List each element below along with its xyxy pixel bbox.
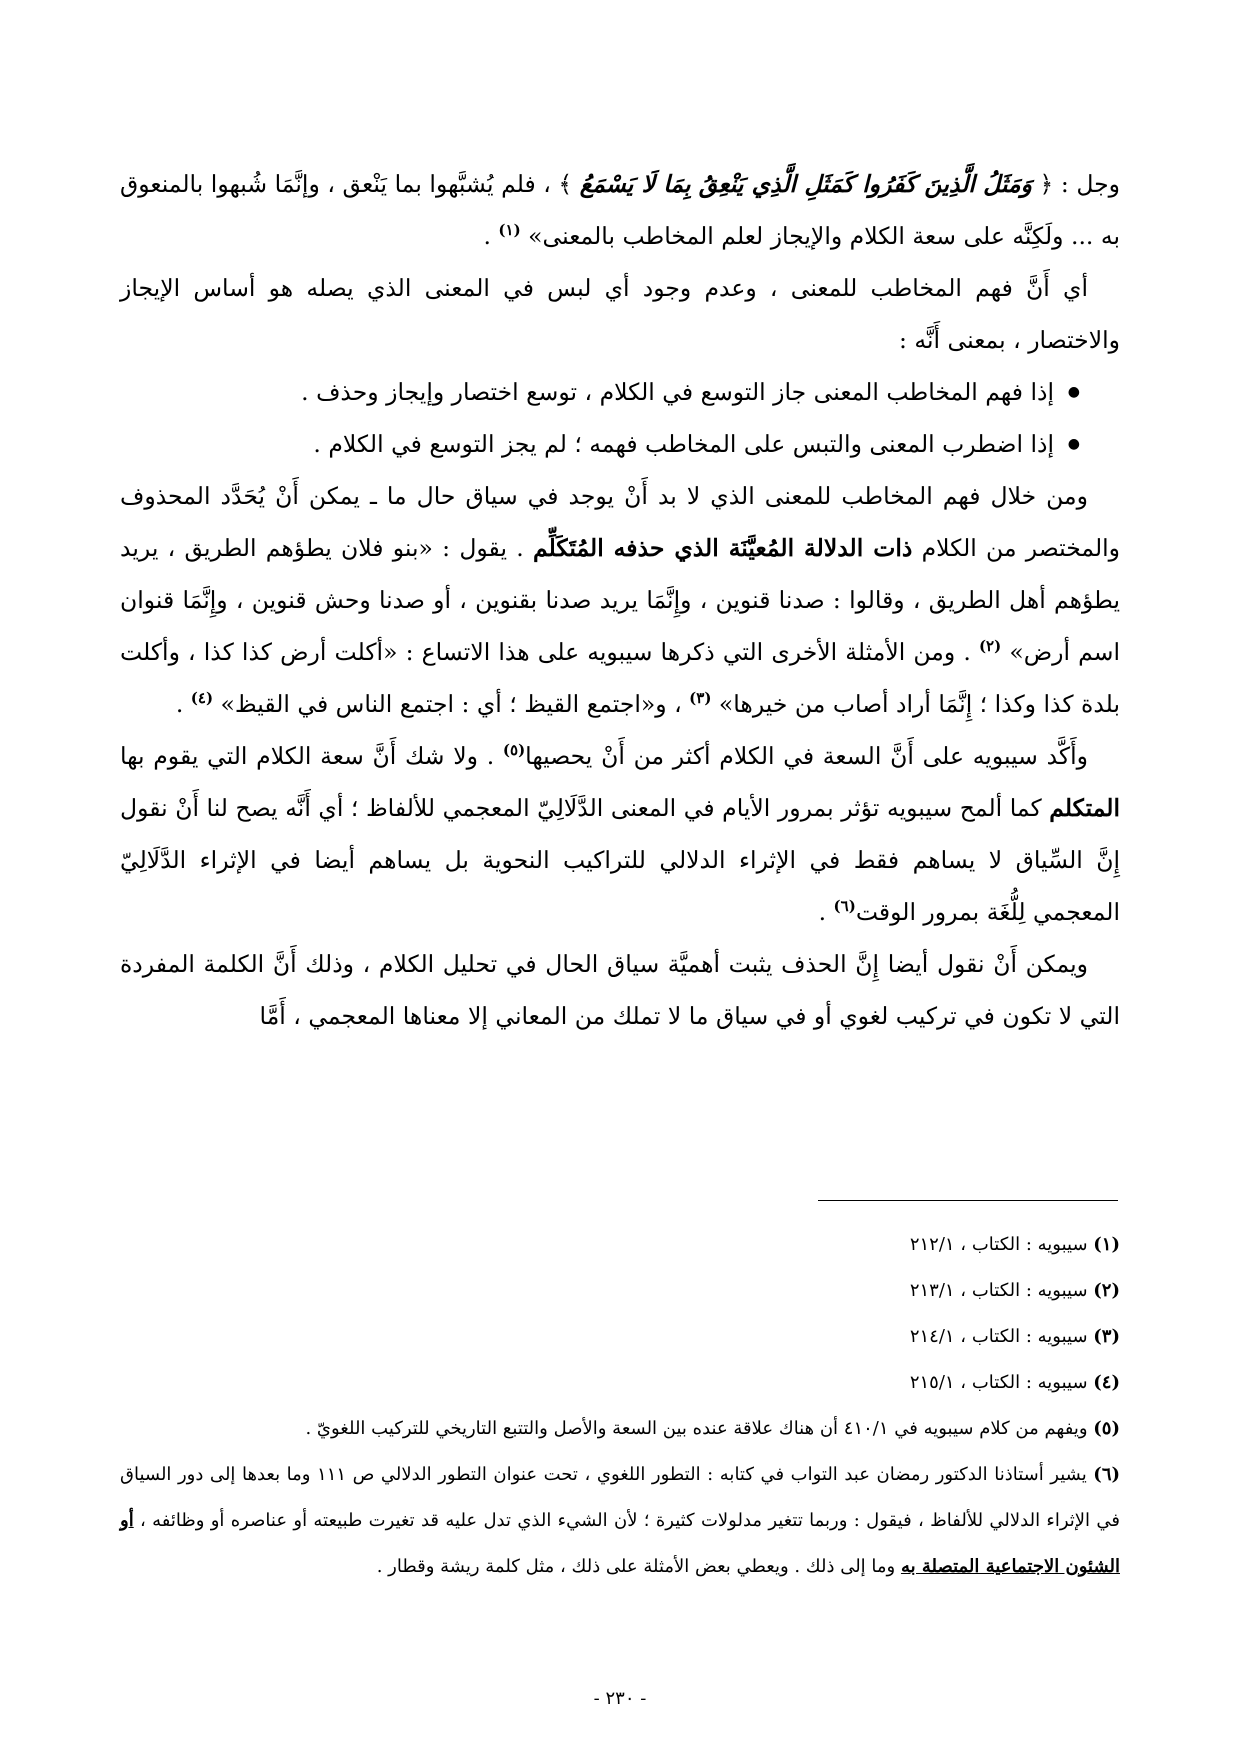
bold-phrase: ذات الدلالة المُعيَّنَة الذي حذفه المُتَكَلِّم xyxy=(532,534,913,562)
paragraph-5: ويمكن أَنْ نقول أيضا إِنَّ الحذف يثبت أهميَّة سياق الحال في تحليل الكلام ، وذلك أَنَّ الكلمة المفردة التي لا تكون في تركيب لغوي أو في سياق ما لا تملك من المعاني إلا معناها المعجمي ، أَمَّا xyxy=(120,950,1120,1030)
underlined-phrase: أو الشئون الاجتماعية المتصلة به xyxy=(120,1510,1120,1577)
footnote-6 xyxy=(120,1452,1120,1590)
footnote-number: (٦) xyxy=(1093,1464,1121,1485)
paragraph-3 xyxy=(120,470,1120,730)
text-run: . ولا شك أَنَّ سعة الكلام التي يقوم بها xyxy=(120,742,503,770)
footnote-number: (٢) xyxy=(1093,1280,1120,1301)
footnote-ref-4[interactable]: (٤) xyxy=(190,689,214,708)
text-run: وأَكَّد سيبويه على أَنَّ السعة في الكلام أكثر من أَنْ يحصيها xyxy=(525,742,1088,770)
text-run: . xyxy=(818,898,834,926)
footnote-4 xyxy=(120,1360,1120,1406)
footnote-text: سيبويه : الكتاب ، ٢١٣/١ xyxy=(909,1280,1094,1301)
main-text xyxy=(120,158,1120,1042)
bullet-item: ● إذا فهم المخاطب المعنى جاز التوسع في الكلام ، توسع اختصار وإيجاز وحذف . xyxy=(120,366,1080,418)
bullet-item: ● إذا اضطرب المعنى والتبس على المخاطب فهمه ؛ لم يجز التوسع في الكلام . xyxy=(120,418,1080,470)
footnote-ref-2[interactable]: (٢) xyxy=(978,637,1002,656)
footnote-divider xyxy=(818,1200,1118,1201)
text-run: ، و«اجتمع القيظ ؛ أي : اجتمع الناس في القيظ» xyxy=(213,690,690,718)
paragraph-4 xyxy=(120,730,1120,938)
footnote-text: سيبويه : الكتاب ، ٢١٢/١ xyxy=(909,1234,1094,1255)
text-run: وجل : ﴿ xyxy=(1031,170,1120,198)
footnote-text: سيبويه : الكتاب ، ٢١٤/١ xyxy=(909,1326,1094,1347)
footnote-text: وما إلى ذلك . ويعطي بعض الأمثلة على ذلك ، مثل كلمة ريشة وقطار . xyxy=(376,1556,901,1577)
bullet-list xyxy=(120,366,1120,470)
text-run: . xyxy=(483,222,499,250)
footnote-ref-5[interactable]: (٥) xyxy=(502,741,526,760)
footnote-2 xyxy=(120,1268,1120,1314)
page-number: - ٢٣٠ - xyxy=(593,1688,647,1709)
footnote-ref-3[interactable]: (٣) xyxy=(689,689,712,708)
footnote-number: (٣) xyxy=(1093,1326,1120,1347)
footnote-number: (٥) xyxy=(1093,1418,1120,1439)
paragraph-2: أي أَنَّ فهم المخاطب للمعنى ، وعدم وجود أي لبس في المعنى الذي يصله هو أساس الإيجاز والاختصار ، بمعنى أَنَّه : xyxy=(120,274,1120,354)
footnote-3 xyxy=(120,1314,1120,1360)
text-run: ومن خلال فهم المخاطب للمعنى الذي لا بد أَنْ يوجد في سياق حال ما ـ يمكن أَنْ يُحَدَّد المحذوف والمختصر من الكلام xyxy=(120,482,1121,562)
paragraph-1 xyxy=(120,158,1120,262)
footnote-text: يشير أستاذنا الدكتور رمضان عبد التواب في كتابه : التطور اللغوي ، تحت عنوان التطور الدلالي ص ١١١ وما بعدها إلى دور السياق في الإثراء الدلالي للألفاظ ، فيقول : وربما تتغير مدلولات كثيرة ؛ لأن الشيء الذي تدل عليه قد تغيرت طبيعته أو عناصره أو وظائفه ، xyxy=(120,1464,1120,1531)
text-run: . يقول : «بنو فلان يطؤهم الطريق ، يريد يطؤهم أهل الطريق ، وقالوا : صدنا قنوين ، وإِنَّمَا يريد صدنا بقنوين ، أو صدنا وحش قنوين ، وإِنَّمَا قنوان اسم أرض» xyxy=(120,534,1120,666)
footnote-number: (١) xyxy=(1093,1234,1120,1255)
text-run: كما ألمح سيبويه تؤثر بمرور الأيام في المعنى الدَّلَالِيّ المعجمي للألفاظ ؛ أي أَنَّه يصح لنا أَنْ نقول إِنَّ السِّياق لا يساهم فقط في الإثراء الدلالي للتراكيب النحوية بل يساهم أيضا في الإثراء الدَّلَالِيّ المعجمي لِلُّغَة بمرور الوقت xyxy=(120,794,1120,926)
text-run: . xyxy=(175,690,191,718)
text-run: ﴾ ، فلم يُشبَّهوا بما يَنْعق ، وإنَّمَا شُبهوا بالمنعوق به ... ولَكِنَّه على سعة الكلام والإيجاز لعلم المخاطب بالمعنى» xyxy=(120,170,1120,250)
footnotes xyxy=(120,1222,1120,1590)
text-run: . ومن الأمثلة الأخرى التي ذكرها سيبويه على هذا الاتساع : «أكلت أرض كذا كذا ، وأكلت بلدة كذا وكذا ؛ إِنَّمَا أراد أصاب من خيرها» xyxy=(120,638,1120,718)
footnote-ref-1[interactable]: (١) xyxy=(498,221,521,240)
footnote-text: سيبويه : الكتاب ، ٢١٥/١ xyxy=(909,1372,1094,1393)
footnote-ref-6[interactable]: (٦) xyxy=(833,897,856,916)
footnote-number: (٤) xyxy=(1093,1372,1120,1393)
bold-word: المتكلم xyxy=(1049,794,1120,822)
quran-verse: وَمَثَلُ الَّذِينَ كَفَرُوا كَمَثَلِ الَّذِي يَنْعِقُ بِمَا لَا يَسْمَعُ xyxy=(579,170,1032,198)
footnote-5 xyxy=(120,1406,1120,1452)
document-page xyxy=(120,0,1120,1754)
footnote-text: ويفهم من كلام سيبويه في ٤١٠/١ أن هناك علاقة عنده بين السعة والأصل والتتبع التاريخي للتركيب اللغويّ . xyxy=(305,1418,1094,1439)
footnote-1 xyxy=(120,1222,1120,1268)
